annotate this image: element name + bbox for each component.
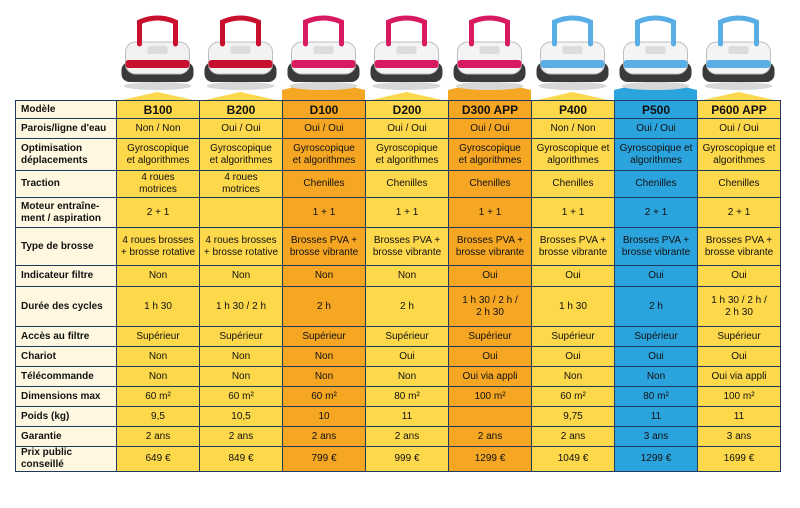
table-cell: Oui	[698, 347, 781, 367]
table-row	[16, 228, 781, 266]
table-cell: Non	[283, 347, 366, 367]
table-cell	[449, 407, 532, 427]
table-cell: 2 ans	[366, 427, 449, 447]
table-row	[16, 447, 781, 472]
table-cell: Gyroscopique et algorithmes	[283, 139, 366, 171]
table-cell: 80 m²	[615, 387, 698, 407]
table-cell: 2 ans	[532, 427, 615, 447]
table-cell: Oui / Oui	[449, 119, 532, 139]
table-cell: 1 h 30	[117, 287, 200, 327]
table-row	[16, 407, 781, 427]
table-row	[16, 347, 781, 367]
row-label: Chariot	[16, 347, 117, 367]
table-row	[16, 171, 781, 198]
table-cell: Oui	[615, 266, 698, 287]
table-cell: 1049 €	[532, 447, 615, 472]
row-label: Prix public conseillé	[16, 447, 117, 472]
table-cell: Supérieur	[366, 327, 449, 347]
table-row	[16, 287, 781, 327]
table-row	[16, 139, 781, 171]
table-cell: 11	[615, 407, 698, 427]
table-row	[16, 119, 781, 139]
table-cell: 11	[698, 407, 781, 427]
table-cell: Oui / Oui	[200, 119, 283, 139]
table-cell: Brosses PVA + brosse vibrante	[449, 228, 532, 266]
table-cell: 2 + 1	[615, 198, 698, 228]
row-label: Télécommande	[16, 367, 117, 387]
table-cell: 4 roues brosses + brosse rotative	[117, 228, 200, 266]
table-cell: 60 m²	[283, 387, 366, 407]
table-cell: 1 h 30	[532, 287, 615, 327]
row-label: Garantie	[16, 427, 117, 447]
table-cell: Supérieur	[200, 327, 283, 347]
table-cell: Oui	[449, 266, 532, 287]
table-cell: 2 ans	[283, 427, 366, 447]
robot-images	[0, 0, 800, 100]
table-cell: 9,75	[532, 407, 615, 427]
table-cell: Supérieur	[117, 327, 200, 347]
table-cell: Oui / Oui	[366, 119, 449, 139]
model-header: P400	[532, 101, 615, 119]
table-cell: 60 m²	[117, 387, 200, 407]
table-row	[16, 327, 781, 347]
comparison-table	[15, 100, 781, 472]
table-cell: Non	[366, 266, 449, 287]
table-row	[16, 266, 781, 287]
table-cell: 4 roues motrices	[117, 171, 200, 198]
table-cell: 2 + 1	[117, 198, 200, 228]
table-cell: Oui	[449, 347, 532, 367]
table-cell: 9,5	[117, 407, 200, 427]
model-header: P600 APP	[698, 101, 781, 119]
table-cell: 1 + 1	[366, 198, 449, 228]
table-cell: 999 €	[366, 447, 449, 472]
row-label: Durée des cycles	[16, 287, 117, 327]
table-cell: 11	[366, 407, 449, 427]
table-cell: Non	[615, 367, 698, 387]
table-cell: Non	[200, 367, 283, 387]
table-cell: Supérieur	[615, 327, 698, 347]
row-label: Optimisation déplacements	[16, 139, 117, 171]
table-cell: 60 m²	[200, 387, 283, 407]
table-cell: Oui	[532, 347, 615, 367]
table-cell: 2 h	[615, 287, 698, 327]
table-cell: Gyroscopique et algorithmes	[449, 139, 532, 171]
table-cell: Oui via appli	[449, 367, 532, 387]
table-cell: Gyroscopique et algorithmes	[366, 139, 449, 171]
table-cell: Non	[117, 367, 200, 387]
table-cell: Non	[366, 367, 449, 387]
table-cell: Supérieur	[698, 327, 781, 347]
row-label: Indicateur filtre	[16, 266, 117, 287]
table-cell: 10	[283, 407, 366, 427]
model-header: P500	[615, 101, 698, 119]
table-cell: Oui	[366, 347, 449, 367]
row-label: Accès au filtre	[16, 327, 117, 347]
table-cell: 2 + 1	[698, 198, 781, 228]
table-cell: Non	[117, 347, 200, 367]
model-header: B100	[117, 101, 200, 119]
table-cell: 1 + 1	[532, 198, 615, 228]
table-row	[16, 387, 781, 407]
table-cell: Gyroscopique et algorithmes	[615, 139, 698, 171]
table-cell: 4 roues brosses + brosse rotative	[200, 228, 283, 266]
robot-image	[371, 18, 443, 100]
table-cell: 2 ans	[200, 427, 283, 447]
table-cell: Non	[117, 266, 200, 287]
table-cell: Non	[532, 367, 615, 387]
row-label: Dimensions max	[16, 387, 117, 407]
row-label: Traction	[16, 171, 117, 198]
table-cell: Brosses PVA + brosse vibrante	[698, 228, 781, 266]
table-cell: Supérieur	[283, 327, 366, 347]
robot-image	[122, 18, 194, 100]
table-cell: 3 ans	[615, 427, 698, 447]
table-cell: Gyroscopique et algorithmes	[200, 139, 283, 171]
model-header: B200	[200, 101, 283, 119]
table-cell: 1699 €	[698, 447, 781, 472]
table-cell: Chenilles	[283, 171, 366, 198]
table-cell: 2 h	[366, 287, 449, 327]
table-cell: Brosses PVA + brosse vibrante	[615, 228, 698, 266]
table-cell: Brosses PVA + brosse vibrante	[283, 228, 366, 266]
table-cell: 1 h 30 / 2 h / 2 h 30	[449, 287, 532, 327]
table-row	[16, 367, 781, 387]
table-cell: 1 + 1	[283, 198, 366, 228]
robot-image	[537, 18, 609, 100]
header-row	[16, 101, 781, 119]
table-cell: 10,5	[200, 407, 283, 427]
robot-image	[614, 18, 697, 100]
table-cell: 2 ans	[117, 427, 200, 447]
table-cell: 1299 €	[615, 447, 698, 472]
table-cell: Gyroscopique et algorithmes	[532, 139, 615, 171]
table-cell: 1 h 30 / 2 h / 2 h 30	[698, 287, 781, 327]
table-cell: Gyroscopique et algorithmes	[698, 139, 781, 171]
table-cell: Supérieur	[532, 327, 615, 347]
row-label: Parois/ligne d'eau	[16, 119, 117, 139]
table-cell: 1299 €	[449, 447, 532, 472]
table-cell: Oui	[532, 266, 615, 287]
row-label: Moteur entraîne- ment / aspiration	[16, 198, 117, 228]
table-cell: Chenilles	[532, 171, 615, 198]
table-cell: 649 €	[117, 447, 200, 472]
robot-image	[282, 18, 365, 100]
table-cell: Non	[283, 266, 366, 287]
table-cell: Brosses PVA + brosse vibrante	[366, 228, 449, 266]
model-header: D200	[366, 101, 449, 119]
table-cell: 80 m²	[366, 387, 449, 407]
table-cell: Chenilles	[698, 171, 781, 198]
table-cell: 1 h 30 / 2 h	[200, 287, 283, 327]
table-cell: 2 h	[283, 287, 366, 327]
table-cell: Oui via appli	[698, 367, 781, 387]
row-label: Poids (kg)	[16, 407, 117, 427]
table-cell: 60 m²	[532, 387, 615, 407]
table-cell: Oui / Oui	[283, 119, 366, 139]
table-cell: Oui / Oui	[615, 119, 698, 139]
table-cell: Non	[200, 347, 283, 367]
table-cell: 2 ans	[449, 427, 532, 447]
table-row	[16, 427, 781, 447]
table-cell: Gyroscopique et algorithmes	[117, 139, 200, 171]
table-cell: Supérieur	[449, 327, 532, 347]
table-cell: 799 €	[283, 447, 366, 472]
table-cell	[200, 198, 283, 228]
table-cell: Chenilles	[615, 171, 698, 198]
row-label: Type de brosse	[16, 228, 117, 266]
table-cell: 100 m²	[449, 387, 532, 407]
table-cell: Brosses PVA + brosse vibrante	[532, 228, 615, 266]
table-cell: 849 €	[200, 447, 283, 472]
table-cell: Non / Non	[532, 119, 615, 139]
table-cell: 1 + 1	[449, 198, 532, 228]
table-cell: Non	[283, 367, 366, 387]
robot-image	[205, 18, 277, 100]
table-cell: Chenilles	[366, 171, 449, 198]
table-row	[16, 198, 781, 228]
table-cell: Non	[200, 266, 283, 287]
corner-label: Modèle	[16, 101, 117, 119]
table-cell: Oui / Oui	[698, 119, 781, 139]
table-cell: Chenilles	[449, 171, 532, 198]
table-cell: Non / Non	[117, 119, 200, 139]
table-cell: 100 m²	[698, 387, 781, 407]
table-cell: 4 roues motrices	[200, 171, 283, 198]
model-header: D100	[283, 101, 366, 119]
robot-image	[448, 18, 531, 100]
table-cell: Oui	[698, 266, 781, 287]
table-cell: 3 ans	[698, 427, 781, 447]
model-header: D300 APP	[449, 101, 532, 119]
table-cell: Oui	[615, 347, 698, 367]
robot-image	[703, 18, 775, 100]
